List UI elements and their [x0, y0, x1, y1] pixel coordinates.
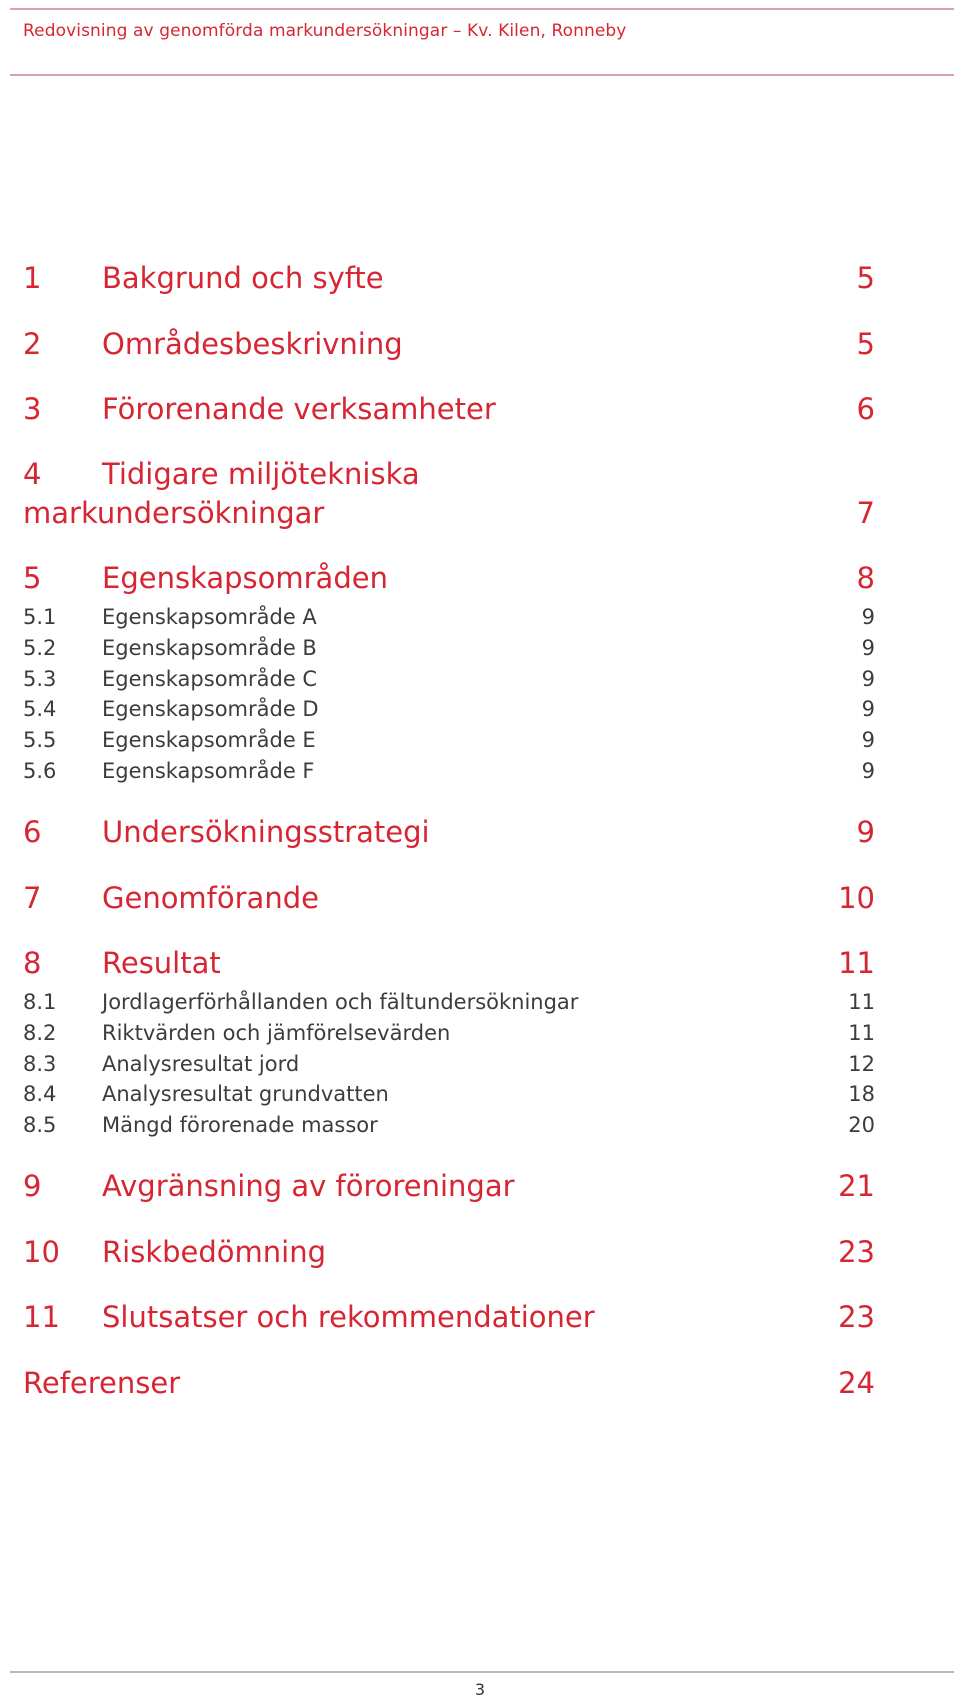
toc-number: 3: [23, 392, 42, 426]
toc-page: 11: [848, 990, 875, 1014]
toc-page: 23: [838, 1235, 875, 1269]
toc-entry-3[interactable]: [23, 389, 875, 429]
toc-number: 4: [23, 457, 42, 491]
toc-page: 5: [856, 261, 875, 295]
toc-page: 9: [861, 759, 875, 783]
toc-title: Referenser: [23, 1366, 181, 1400]
toc-number: 6: [23, 815, 42, 849]
toc-page: 10: [838, 881, 875, 915]
toc-title: Egenskapsområde E: [102, 728, 316, 752]
toc-entry-8-1[interactable]: [23, 987, 875, 1017]
toc-number: 7: [23, 881, 42, 915]
toc-title: Mängd förorenade massor: [102, 1113, 378, 1137]
toc-entry-8[interactable]: [23, 943, 875, 983]
toc-number: 1: [23, 261, 42, 295]
toc-page: 9: [861, 667, 875, 691]
toc-number: 11: [23, 1300, 60, 1334]
toc-entry-5[interactable]: [23, 558, 875, 598]
toc-title-line1: Tidigare miljötekniska: [102, 457, 420, 491]
toc-entry-8-4[interactable]: [23, 1079, 875, 1109]
toc-entry-8-3[interactable]: [23, 1049, 875, 1079]
toc-title: Egenskapsområde D: [102, 697, 319, 721]
toc-entry-5-6[interactable]: [23, 756, 875, 786]
header-rule: [10, 74, 954, 76]
toc-number: 9: [23, 1169, 42, 1203]
toc-page: 9: [861, 697, 875, 721]
toc-page: 5: [856, 327, 875, 361]
toc-title: Analysresultat jord: [102, 1052, 300, 1076]
toc-page: 24: [838, 1366, 875, 1400]
toc-page: 12: [848, 1052, 875, 1076]
toc-page: 18: [848, 1082, 875, 1106]
toc-title: Jordlagerförhållanden och fältundersökningar: [102, 990, 579, 1014]
toc-number: 5.6: [23, 759, 57, 783]
toc-number: 5.3: [23, 667, 57, 691]
toc-page: 21: [838, 1169, 875, 1203]
toc-title: Undersökningsstrategi: [102, 815, 430, 849]
toc-number: 8.3: [23, 1052, 57, 1076]
toc-entry-6[interactable]: [23, 812, 875, 852]
toc-page: 20: [848, 1113, 875, 1137]
toc-title: Avgränsning av föroreningar: [102, 1169, 515, 1203]
toc-number: 8.5: [23, 1113, 57, 1137]
toc-number: 8.4: [23, 1082, 57, 1106]
toc-number: 8.2: [23, 1021, 57, 1045]
page-number: 3: [474, 1680, 486, 1699]
toc-entry-11[interactable]: [23, 1297, 875, 1337]
toc-number: 8: [23, 946, 42, 980]
toc-number: 8.1: [23, 990, 57, 1014]
toc-page: 7: [856, 496, 875, 530]
toc-title: Slutsatser och rekommendationer: [102, 1300, 595, 1334]
toc-page: 9: [861, 605, 875, 629]
toc-page: 9: [856, 815, 875, 849]
toc-title: Egenskapsområde F: [102, 759, 315, 783]
toc-page: 9: [861, 636, 875, 660]
toc-entry-10[interactable]: [23, 1232, 875, 1272]
toc-number: 5.5: [23, 728, 57, 752]
toc-entry-8-5[interactable]: [23, 1110, 875, 1140]
toc-page: 11: [848, 1021, 875, 1045]
toc-entry-9[interactable]: [23, 1166, 875, 1206]
toc-title: Riskbedömning: [102, 1235, 326, 1269]
toc-number: 5.2: [23, 636, 57, 660]
toc-entry-5-3[interactable]: [23, 664, 875, 694]
toc-title: Analysresultat grundvatten: [102, 1082, 389, 1106]
toc-entry-8-2[interactable]: [23, 1018, 875, 1048]
toc-entry-5-2[interactable]: [23, 633, 875, 663]
toc-entry-7[interactable]: [23, 878, 875, 918]
footer-rule: [10, 1671, 954, 1673]
toc-title: Områdesbeskrivning: [102, 327, 403, 361]
toc-title: Egenskapsområde A: [102, 605, 317, 629]
toc-entry-references[interactable]: [23, 1363, 875, 1403]
toc-number: 5.1: [23, 605, 57, 629]
toc-entry-1[interactable]: [23, 258, 875, 298]
running-header: Redovisning av genomförda markundersökningar – Kv. Kilen, Ronneby: [23, 21, 627, 41]
toc-title: Genomförande: [102, 881, 319, 915]
toc-number: 5.4: [23, 697, 57, 721]
toc-page: 11: [838, 946, 875, 980]
toc-title: Egenskapsområde C: [102, 667, 318, 691]
toc-entry-5-5[interactable]: [23, 725, 875, 755]
toc-entry-5-4[interactable]: [23, 694, 875, 724]
toc-title: Egenskapsområden: [102, 561, 388, 595]
toc-page: 9: [861, 728, 875, 752]
toc-title-line2: markundersökningar: [23, 496, 325, 530]
toc-title: Riktvärden och jämförelsevärden: [102, 1021, 451, 1045]
toc-number: 10: [23, 1235, 60, 1269]
toc-entry-2[interactable]: [23, 324, 875, 364]
toc-entry-4[interactable]: [23, 454, 875, 534]
toc-page: 6: [856, 392, 875, 426]
toc-page: 8: [856, 561, 875, 595]
top-rule: [10, 8, 954, 10]
toc-title: Egenskapsområde B: [102, 636, 317, 660]
toc-number: 2: [23, 327, 42, 361]
toc-title: Bakgrund och syfte: [102, 261, 384, 295]
toc-title: Förorenande verksamheter: [102, 392, 496, 426]
toc-number: 5: [23, 561, 42, 595]
toc-title: Resultat: [102, 946, 221, 980]
toc-entry-5-1[interactable]: [23, 602, 875, 632]
toc-page: 23: [838, 1300, 875, 1334]
